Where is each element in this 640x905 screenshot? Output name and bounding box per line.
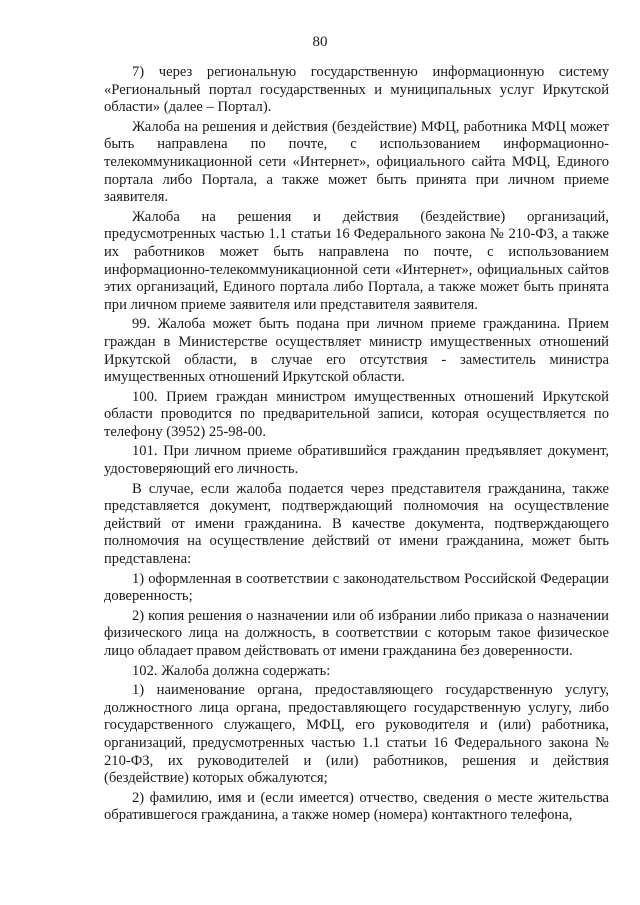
paragraph-mfc-complaint: Жалоба на решения и действия (бездействие) МФЦ, работника МФЦ может быть направлена по почте, с использованием информационно-телекоммуникационной сети «Интернет», официального сайта МФЦ, Единого портала либо Портала, а также может быть принята при личном приеме заявителя. [104,118,609,206]
document-body [104,64,609,827]
list-item-power-of-attorney: 1) оформленная в соответствии с законодательством Российской Федерации доверенность; [104,570,609,605]
paragraph-organizations-complaint: Жалоба на решения и действия (бездействие) организаций, предусмотренных частью 1.1 статьи 16 Федерального закона № 210-ФЗ, а также их работников может быть направлена по почте, с использованием информационно-телекоммуникационной сети «Интернет», официальных сайтов этих организаций, Единого портала либо Портала, а также может быть принята при личном приеме заявителя или представителя заявителя. [104,208,609,313]
list-item-full-name: 2) фамилию, имя и (если имеется) отчество, сведения о месте жительства обратившегося гражданина, а также номер (номера) контактного телефона, [104,789,609,824]
paragraph-portal-item-7: 7) через региональную государственную информационную систему «Региональный портал государственных и муниципальных услуг Иркутской области» (далее – Портал). [104,64,609,116]
paragraph-99: 99. Жалоба может быть подана при личном приеме гражданина. Прием граждан в Министерстве осуществляет министр имущественных отношений Иркутской области, в случае его отсутствия - заместитель министра имущественных отношений Иркутской области. [104,316,609,386]
paragraph-representative: В случае, если жалоба подается через представителя гражданина, также представляется документ, подтверждающий полномочия на осуществление действий от имени гражданина. В качестве документа, подтверждающего полномочия на осуществление действий от имени гражданина, может быть представлена: [104,480,609,568]
paragraph-102: 102. Жалоба должна содержать: [132,662,331,679]
list-item-appointment-copy: 2) копия решения о назначении или об избрании либо приказа о назначении физического лица на должность, в соответствии с которым такое физическое лицо обладает правом действовать от имени гражданина без доверенности. [104,607,609,659]
page-number: 80 [312,34,328,50]
paragraph-100: 100. Прием граждан министром имущественных отношений Иркутской области проводится по предварительной записи, которая осуществляется по телефону (3952) 25-98-00. [104,388,609,440]
paragraph-101: 101. При личном приеме обратившийся гражданин предъявляет документ, удостоверяющий его личность. [104,443,609,478]
list-item-body-name: 1) наименование органа, предоставляющего государственную услугу, должностного лица органа, предоставляющего государственную услугу, либо государственного служащего, МФЦ, его руководителя и (или) работника, организаций, предусмотренных частью 1.1 статьи 16 Федерального закона № 210-ФЗ, их руководителей и (или) работников, решения и действия (бездействие) которых обжалуются; [104,682,609,787]
